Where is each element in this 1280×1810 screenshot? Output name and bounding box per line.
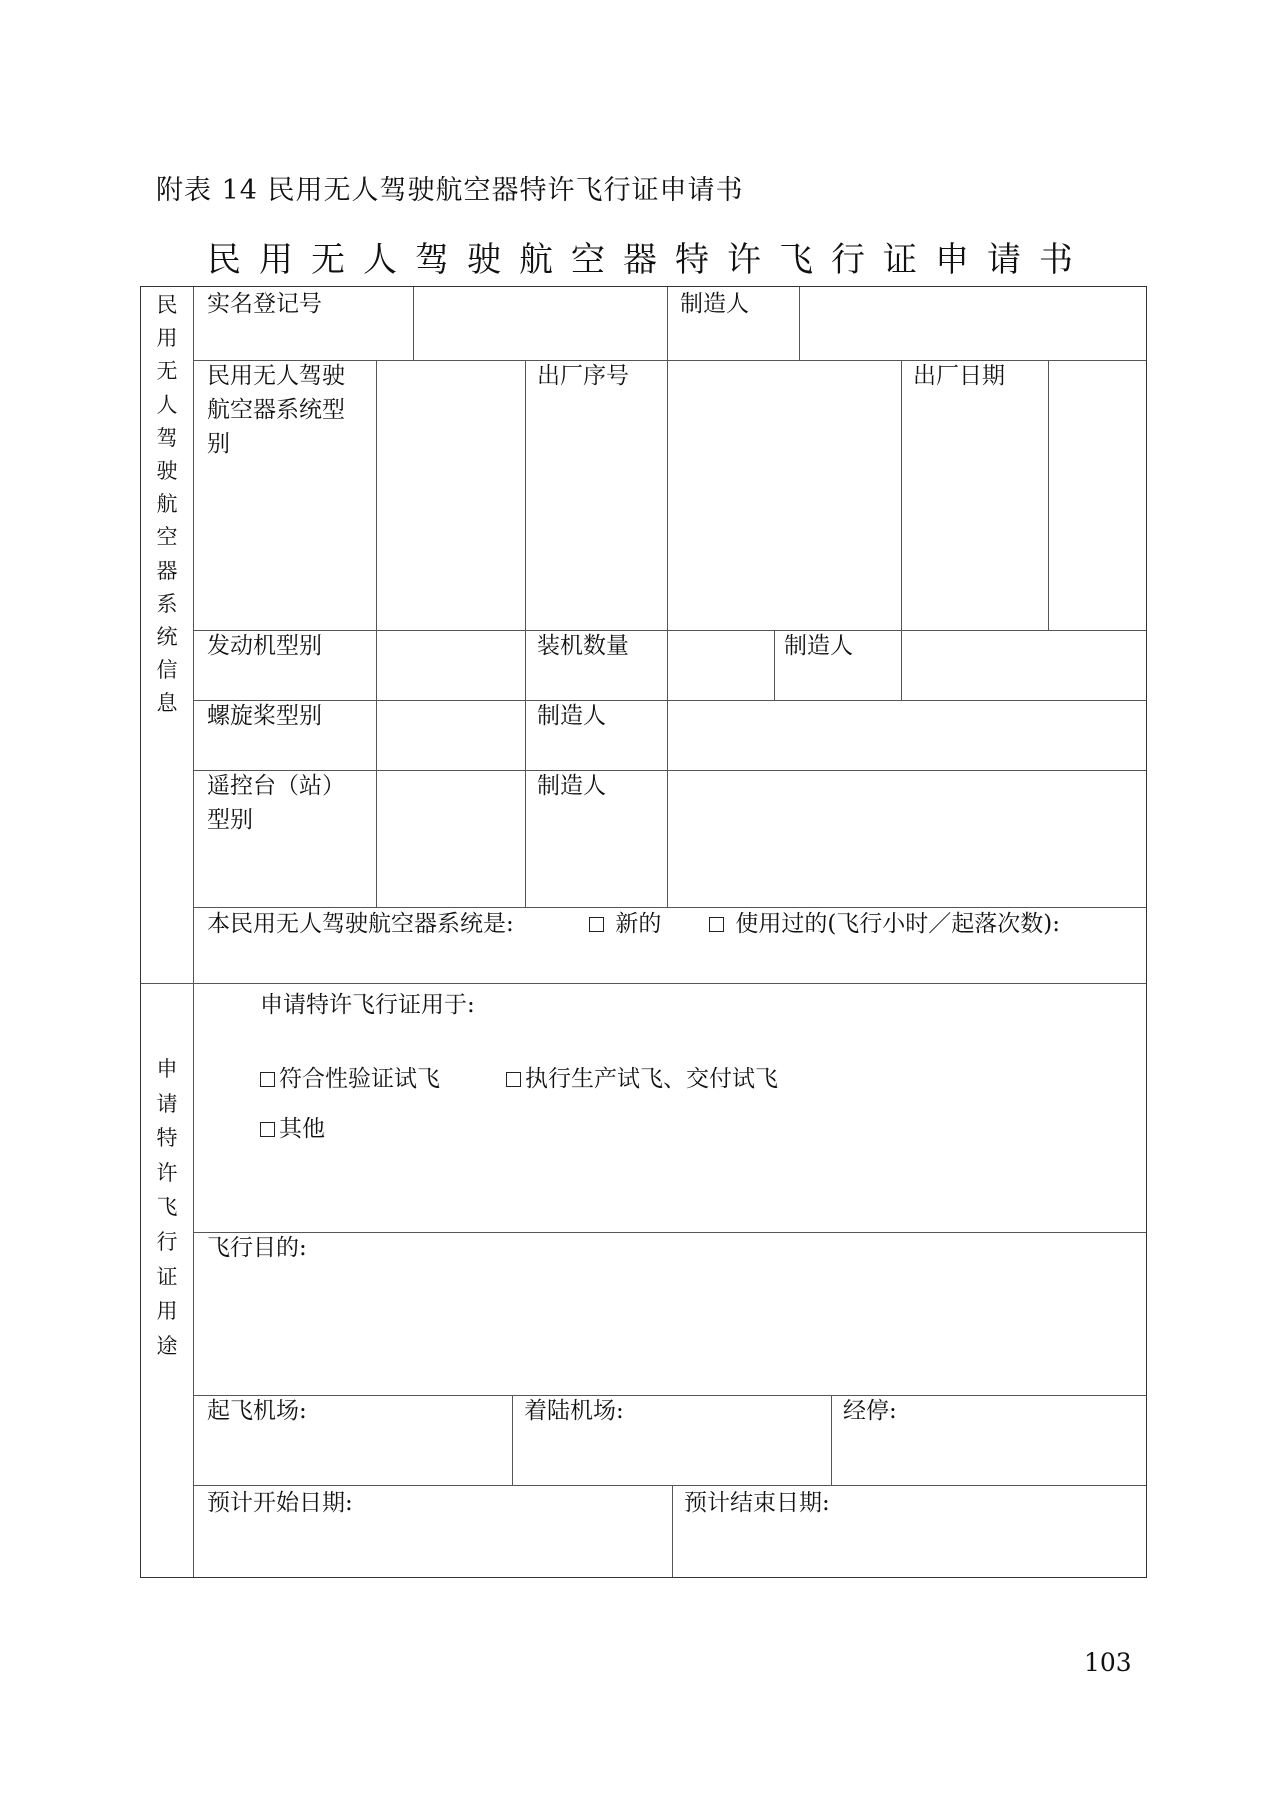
cell-line	[667, 287, 668, 360]
cell-line	[667, 360, 668, 907]
form-title: 民用无人驾驶航空器特许飞行证申请书	[207, 240, 1091, 280]
used-checkbox[interactable]	[709, 917, 724, 932]
appendix-caption: 附表 14 民用无人驾驶航空器特许飞行证申请书	[156, 175, 744, 206]
cell-line	[672, 1485, 673, 1577]
real-name-reg-label: 实名登记号	[207, 291, 322, 317]
engine-manufacturer-label: 制造人	[784, 633, 853, 659]
conformity-option[interactable]	[260, 1062, 440, 1096]
page-number: 103	[1084, 1648, 1132, 1677]
manufacturer-label: 制造人	[680, 291, 749, 317]
system-model-label-line3: 别	[207, 431, 230, 457]
new-checkbox[interactable]	[589, 917, 604, 932]
row-line	[193, 1395, 1146, 1396]
serial-number-label: 出厂序号	[537, 363, 629, 389]
row-line	[193, 1232, 1146, 1233]
cell-line	[799, 287, 800, 360]
used-option-label: 使用过的(飞行小时／起落次数):	[735, 911, 1061, 937]
system-model-label-line2: 航空器系统型	[207, 397, 345, 423]
cell-line	[525, 360, 526, 907]
production-option-label: 执行生产试飞、交付试飞	[525, 1066, 778, 1092]
section-label-usage: 申 请 特 许 飞 行 证 用 途	[156, 1057, 178, 1358]
cell-line	[831, 1395, 832, 1485]
cell-line	[413, 287, 414, 360]
departure-airport-label: 起飞机场:	[207, 1398, 307, 1424]
section-line	[141, 983, 1146, 984]
apply-purpose-label: 申请特许飞行证用于:	[260, 992, 475, 1018]
manufacture-date-label: 出厂日期	[913, 363, 1005, 389]
other-checkbox[interactable]	[260, 1122, 275, 1137]
new-option-label: 新的	[615, 911, 662, 937]
remote-station-manufacturer-label: 制造人	[537, 773, 606, 799]
remote-station-label-line1: 遥控台（站）	[207, 773, 345, 799]
section-label-system-info: 民 用 无 人 驾 驶 航 空 器 系 统 信 息	[156, 293, 178, 716]
system-status-label: 本民用无人驾驶航空器系统是:	[207, 911, 514, 937]
stopover-label: 经停:	[843, 1398, 897, 1424]
cell-line	[512, 1395, 513, 1485]
production-checkbox[interactable]	[506, 1072, 521, 1087]
cell-line	[774, 630, 775, 700]
other-option-label: 其他	[279, 1116, 325, 1142]
conformity-checkbox[interactable]	[260, 1072, 275, 1087]
flight-purpose-label: 飞行目的:	[207, 1235, 307, 1261]
landing-airport-label: 着陆机场:	[524, 1398, 624, 1424]
cell-line	[901, 360, 902, 700]
other-option[interactable]	[260, 1112, 325, 1146]
row-line	[193, 700, 1146, 701]
application-form-table	[140, 286, 1147, 1578]
label-column-divider	[193, 287, 194, 1577]
propeller-model-label: 螺旋桨型别	[207, 703, 322, 729]
used-option[interactable]	[709, 907, 1060, 941]
row-line	[193, 630, 1146, 631]
end-date-label: 预计结束日期:	[684, 1490, 830, 1516]
system-model-label-line1: 民用无人驾驶	[207, 363, 345, 389]
remote-station-label-line2: 型别	[207, 807, 253, 833]
new-option[interactable]	[589, 907, 661, 941]
engine-model-label: 发动机型别	[207, 633, 322, 659]
start-date-label: 预计开始日期:	[207, 1490, 353, 1516]
cell-line	[1048, 360, 1049, 630]
cell-line	[376, 360, 377, 907]
production-option[interactable]	[506, 1062, 778, 1096]
engine-quantity-label: 装机数量	[537, 633, 629, 659]
propeller-manufacturer-label: 制造人	[537, 703, 606, 729]
conformity-option-label: 符合性验证试飞	[279, 1066, 440, 1092]
